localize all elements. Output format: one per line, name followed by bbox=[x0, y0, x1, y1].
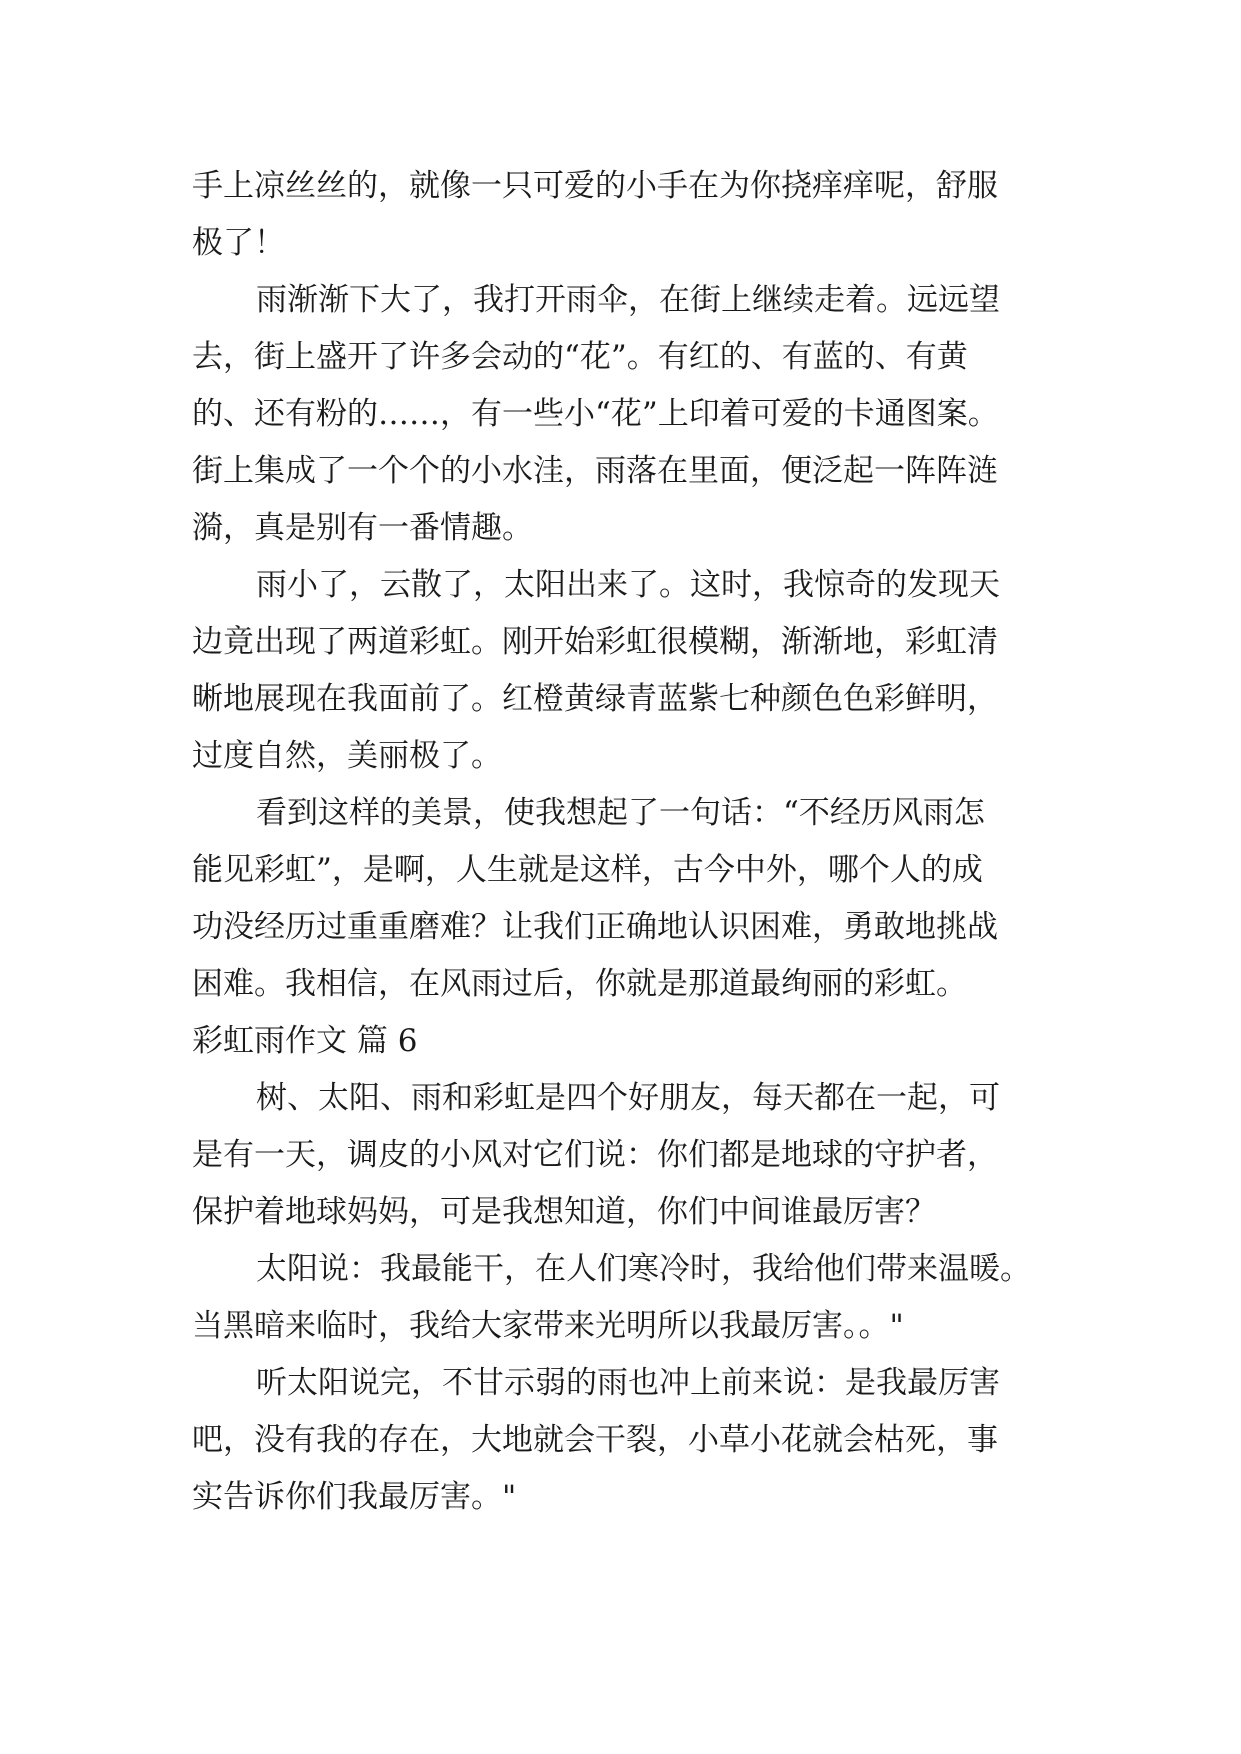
text-line: 晰地展现在我面前了。红橙黄绿青蓝紫七种颜色色彩鲜明， bbox=[192, 681, 998, 717]
text-line: 街上集成了一个个的小水洼，雨落在里面，便泛起一阵阵涟 bbox=[192, 453, 998, 489]
text-line: 当黑暗来临时，我给大家带来光明所以我最厉害。。" bbox=[192, 1308, 904, 1344]
text-line: 是有一天，调皮的小风对它们说：你们都是地球的守护者， bbox=[192, 1137, 998, 1173]
text-line: 极了！ bbox=[192, 225, 285, 261]
paragraph-first-line: 太阳说：我最能干，在人们寒冷时，我给他们带来温暖。 bbox=[256, 1251, 1031, 1287]
text-line: 手上凉丝丝的，就像一只可爱的小手在为你挠痒痒呢，舒服 bbox=[192, 168, 998, 204]
text-line: 的、还有粉的……，有一些小“花”上印着可爱的卡通图案。 bbox=[192, 396, 999, 432]
paragraph-first-line: 雨渐渐下大了，我打开雨伞，在街上继续走着。远远望 bbox=[256, 282, 1000, 318]
text-line: 能见彩虹”，是啊，人生就是这样，古今中外，哪个人的成 bbox=[192, 852, 983, 888]
text-line: 去，街上盛开了许多会动的“花”。有红的、有蓝的、有黄 bbox=[192, 339, 968, 375]
paragraph-first-line: 雨小了，云散了，太阳出来了。这时，我惊奇的发现天 bbox=[256, 567, 1000, 603]
text-line: 边竟出现了两道彩虹。刚开始彩虹很模糊，渐渐地，彩虹清 bbox=[192, 624, 998, 660]
paragraph-first-line: 树、太阳、雨和彩虹是四个好朋友，每天都在一起，可 bbox=[256, 1080, 1000, 1116]
paragraph-first-line: 听太阳说完，不甘示弱的雨也冲上前来说：是我最厉害 bbox=[256, 1365, 1000, 1401]
paragraph-first-line: 看到这样的美景，使我想起了一句话：“不经历风雨怎 bbox=[256, 795, 985, 831]
text-line: 漪，真是别有一番情趣。 bbox=[192, 510, 533, 546]
section-heading: 彩虹雨作文 篇 6 bbox=[192, 1023, 418, 1059]
text-line: 困难。我相信，在风雨过后，你就是那道最绚丽的彩虹。 bbox=[192, 966, 967, 1002]
text-line: 功没经历过重重磨难？让我们正确地认识困难，勇敢地挑战 bbox=[192, 909, 998, 945]
text-line: 过度自然，美丽极了。 bbox=[192, 738, 502, 774]
text-line: 保护着地球妈妈，可是我想知道，你们中间谁最厉害？ bbox=[192, 1194, 936, 1230]
document-body bbox=[192, 158, 1072, 1526]
text-line: 吧，没有我的存在，大地就会干裂，小草小花就会枯死，事 bbox=[192, 1422, 998, 1458]
text-line: 实告诉你们我最厉害。" bbox=[192, 1479, 517, 1515]
